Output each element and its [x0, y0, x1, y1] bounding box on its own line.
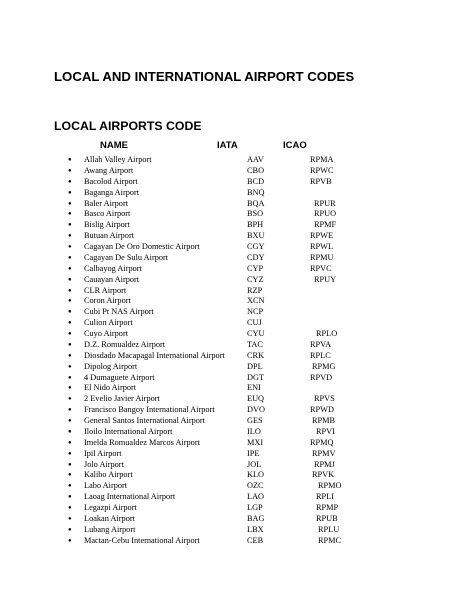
- list-item: [0, 416, 474, 427]
- list-item: [0, 362, 474, 373]
- airport-iata-code: BXU: [247, 231, 265, 241]
- bullet-icon: ●: [68, 428, 72, 435]
- bullet-icon: ●: [68, 167, 72, 174]
- airport-iata-code: DGT: [247, 372, 265, 382]
- airport-iata-code: BAG: [247, 513, 265, 523]
- airport-icao-code: RPUO: [314, 209, 337, 219]
- list-item: [0, 351, 474, 362]
- list-item: [0, 264, 474, 275]
- list-item: [0, 449, 474, 460]
- airport-icao-code: RPWE: [310, 231, 334, 241]
- airport-name: Loakan Airport: [84, 513, 135, 523]
- airport-icao-code: RPLO: [316, 329, 338, 338]
- airport-icao-code: RPMV: [312, 448, 336, 458]
- airport-name: Cuyo Airport: [84, 329, 129, 338]
- bullet-icon: ●: [68, 396, 72, 403]
- list-item: [0, 470, 474, 481]
- airport-iata-code: CYU: [247, 329, 265, 338]
- airport-iata-code: LAO: [247, 492, 265, 502]
- airport-iata-code: IPE: [247, 448, 260, 458]
- list-item: [0, 296, 474, 307]
- airport-iata-code: BCD: [247, 176, 265, 186]
- airport-name: Francisco Bangoy International Airport: [84, 405, 215, 415]
- bullet-icon: ●: [68, 287, 72, 294]
- airport-name: Calbayog Airport: [84, 263, 142, 273]
- airport-icao-code: RPLI: [316, 492, 334, 502]
- airport-iata-code: CDY: [247, 252, 265, 262]
- bullet-icon: ●: [68, 178, 72, 185]
- airport-iata-code: CRK: [247, 350, 265, 360]
- airport-icao-code: RPMJ: [314, 459, 335, 469]
- airport-name: 2 Evelio Javier Airport: [84, 394, 160, 404]
- bullet-icon: ●: [68, 276, 72, 283]
- list-item: [0, 383, 474, 394]
- list-item: [0, 503, 474, 514]
- airport-name: Cubi Pt NAS Airport: [84, 307, 154, 317]
- airport-iata-code: CGY: [247, 242, 265, 251]
- bullet-icon: ●: [68, 352, 72, 359]
- bullet-icon: ●: [68, 331, 72, 337]
- bullet-icon: ●: [68, 189, 72, 196]
- list-item: [0, 166, 474, 177]
- airport-icao-code: RPMG: [312, 361, 336, 371]
- airport-icao-code: RPMC: [318, 535, 342, 545]
- airport-name: D.Z. Romualdez Airport: [84, 339, 166, 349]
- airport-name: El Nido Airport: [84, 383, 137, 393]
- bullet-icon: ●: [68, 494, 72, 501]
- list-item: [0, 525, 474, 536]
- airport-iata-code: LGP: [247, 503, 263, 512]
- column-header-name: NAME: [100, 140, 128, 151]
- airport-iata-code: BNQ: [247, 187, 265, 197]
- airport-iata-code: BQA: [247, 198, 265, 208]
- list-item: [0, 307, 474, 318]
- list-item: [0, 460, 474, 471]
- airport-icao-code: RPUR: [314, 198, 336, 208]
- bullet-icon: ●: [68, 265, 72, 272]
- airport-iata-code: DVO: [247, 405, 265, 415]
- airport-icao-code: RPMB: [312, 416, 336, 425]
- airport-iata-code: CUJ: [247, 318, 262, 328]
- airport-icao-code: RPMQ: [310, 437, 334, 447]
- list-item: [0, 514, 474, 525]
- list-item: [0, 340, 474, 351]
- bullet-icon: ●: [68, 341, 72, 348]
- bullet-icon: ●: [68, 418, 72, 424]
- airport-name: Kalibo Airport: [84, 470, 133, 480]
- airport-name: Awang Airport: [84, 165, 134, 175]
- list-item: [0, 253, 474, 264]
- bullet-icon: ●: [68, 222, 72, 229]
- airport-list: [0, 155, 474, 547]
- airport-name: Legazpi Airport: [84, 503, 137, 512]
- airport-icao-code: RPLC: [310, 350, 331, 360]
- airport-name: Cagayan De Sulu Airport: [84, 252, 169, 262]
- list-item: [0, 275, 474, 286]
- column-header-iata: IATA: [217, 140, 238, 151]
- airport-name: Imelda Romualdez Marcos Airport: [84, 437, 200, 447]
- airport-name: Dipolog Airport: [84, 361, 138, 371]
- bullet-icon: ●: [68, 211, 72, 218]
- airport-icao-code: RPWL: [310, 242, 334, 251]
- airport-name: Butuan Airport: [84, 231, 135, 241]
- bullet-icon: ●: [68, 309, 72, 316]
- airport-icao-code: RPVS: [314, 394, 335, 404]
- bullet-icon: ●: [68, 200, 72, 207]
- airport-iata-code: ILO: [247, 426, 261, 436]
- bullet-icon: ●: [68, 472, 72, 479]
- airport-name: Iloilo International Airport: [84, 426, 173, 436]
- list-item: [0, 329, 474, 340]
- airport-name: CLR Airport: [84, 285, 127, 295]
- airport-icao-code: RPUY: [314, 274, 337, 284]
- list-item: [0, 536, 474, 547]
- airport-icao-code: RPMF: [314, 220, 337, 230]
- airport-iata-code: CBO: [247, 165, 265, 175]
- bullet-icon: ●: [68, 374, 72, 381]
- bullet-icon: ●: [68, 439, 72, 446]
- document-title: LOCAL AND INTERNATIONAL AIRPORT CODES: [54, 69, 355, 84]
- list-item: [0, 155, 474, 166]
- bullet-icon: ●: [68, 385, 72, 392]
- bullet-icon: ●: [68, 254, 72, 261]
- airport-iata-code: CYP: [247, 263, 264, 273]
- airport-name: Cauayan Airport: [84, 274, 140, 284]
- airport-name: Diosdado Macapagal International Airport: [84, 350, 225, 360]
- airport-iata-code: EUQ: [247, 394, 265, 404]
- airport-iata-code: TAC: [247, 339, 263, 349]
- airport-icao-code: RPVC: [310, 263, 332, 273]
- bullet-icon: ●: [68, 233, 72, 240]
- list-item: [0, 373, 474, 384]
- list-item: [0, 394, 474, 405]
- airport-name: Mactan-Cebu International Airport: [84, 535, 200, 545]
- airport-icao-code: RPMA: [310, 155, 334, 164]
- airport-iata-code: CEB: [247, 535, 264, 545]
- airport-iata-code: DPL: [247, 361, 263, 371]
- bullet-icon: ●: [68, 298, 72, 305]
- list-item: [0, 231, 474, 242]
- list-item: [0, 188, 474, 199]
- bullet-icon: ●: [68, 450, 72, 457]
- airport-name: Baler Airport: [84, 198, 129, 208]
- airport-iata-code: MXI: [247, 437, 264, 447]
- airport-iata-code: AAV: [247, 155, 264, 164]
- list-item: [0, 492, 474, 503]
- bullet-icon: ●: [68, 537, 72, 544]
- airport-name: Ipil Airport: [84, 448, 122, 458]
- airport-iata-code: JOL: [247, 459, 262, 469]
- airport-name: Bacolod Airport: [84, 176, 138, 186]
- list-item: [0, 199, 474, 210]
- airport-icao-code: RPVI: [316, 426, 335, 436]
- airport-icao-code: RPMP: [316, 503, 339, 512]
- airport-iata-code: XCN: [247, 296, 265, 306]
- airport-name: Labo Airport: [84, 481, 128, 491]
- airport-iata-code: OZC: [247, 481, 264, 491]
- airport-iata-code: ENI: [247, 383, 261, 393]
- airport-name: Allah Valley Airport: [84, 155, 152, 164]
- bullet-icon: ●: [68, 461, 72, 468]
- airport-name: 4 Dumaguete Airport: [84, 372, 155, 382]
- airport-name: Lubang Airport: [84, 524, 136, 534]
- airport-icao-code: RPUB: [316, 513, 338, 523]
- airport-name: Culion Airport: [84, 318, 133, 328]
- airport-name: Basco Airport: [84, 209, 131, 219]
- airport-iata-code: KLO: [247, 470, 265, 480]
- airport-name: Cagayan De Oro Domestic Airport: [84, 242, 200, 251]
- bullet-icon: ●: [68, 363, 72, 370]
- airport-iata-code: NCP: [247, 307, 264, 317]
- airport-icao-code: RPLU: [318, 524, 340, 534]
- airport-iata-code: GES: [247, 416, 263, 425]
- airport-name: Laoag International Airport: [84, 492, 176, 502]
- airport-name: Baganga Airport: [84, 187, 140, 197]
- bullet-icon: ●: [68, 244, 72, 250]
- airport-icao-code: RPVA: [310, 339, 332, 349]
- airport-icao-code: RPVB: [310, 176, 332, 186]
- list-item: [0, 427, 474, 438]
- airport-name: Jolo Airport: [84, 459, 124, 469]
- section-title: LOCAL AIRPORTS CODE: [54, 119, 202, 133]
- airport-icao-code: RPMU: [310, 252, 334, 262]
- bullet-icon: ●: [68, 407, 72, 414]
- column-header-icao: ICAO: [283, 140, 307, 151]
- list-item: [0, 438, 474, 449]
- list-item: [0, 220, 474, 231]
- airport-iata-code: BSO: [247, 209, 264, 219]
- airport-name: Coron Airport: [84, 296, 131, 306]
- list-item: [0, 242, 474, 253]
- bullet-icon: ●: [68, 526, 72, 533]
- bullet-icon: ●: [68, 157, 72, 163]
- airport-name: General Santos International Airport: [84, 416, 205, 425]
- airport-iata-code: CYZ: [247, 274, 264, 284]
- list-item: [0, 177, 474, 188]
- bullet-icon: ●: [68, 320, 72, 327]
- list-item: [0, 405, 474, 416]
- airport-iata-code: LBX: [247, 524, 264, 534]
- bullet-icon: ●: [68, 483, 72, 490]
- list-item: [0, 318, 474, 329]
- airport-iata-code: RZP: [247, 285, 263, 295]
- airport-icao-code: RPVD: [310, 372, 333, 382]
- airport-icao-code: RPVK: [312, 470, 335, 480]
- bullet-icon: ●: [68, 515, 72, 522]
- list-item: [0, 286, 474, 297]
- list-item: [0, 481, 474, 492]
- bullet-icon: ●: [68, 505, 72, 511]
- airport-icao-code: RPWC: [310, 165, 334, 175]
- list-item: [0, 209, 474, 220]
- airport-icao-code: RPMO: [318, 481, 342, 491]
- airport-name: Bislig Airport: [84, 220, 130, 230]
- airport-iata-code: BPH: [247, 220, 264, 230]
- airport-icao-code: RPWD: [310, 405, 334, 415]
